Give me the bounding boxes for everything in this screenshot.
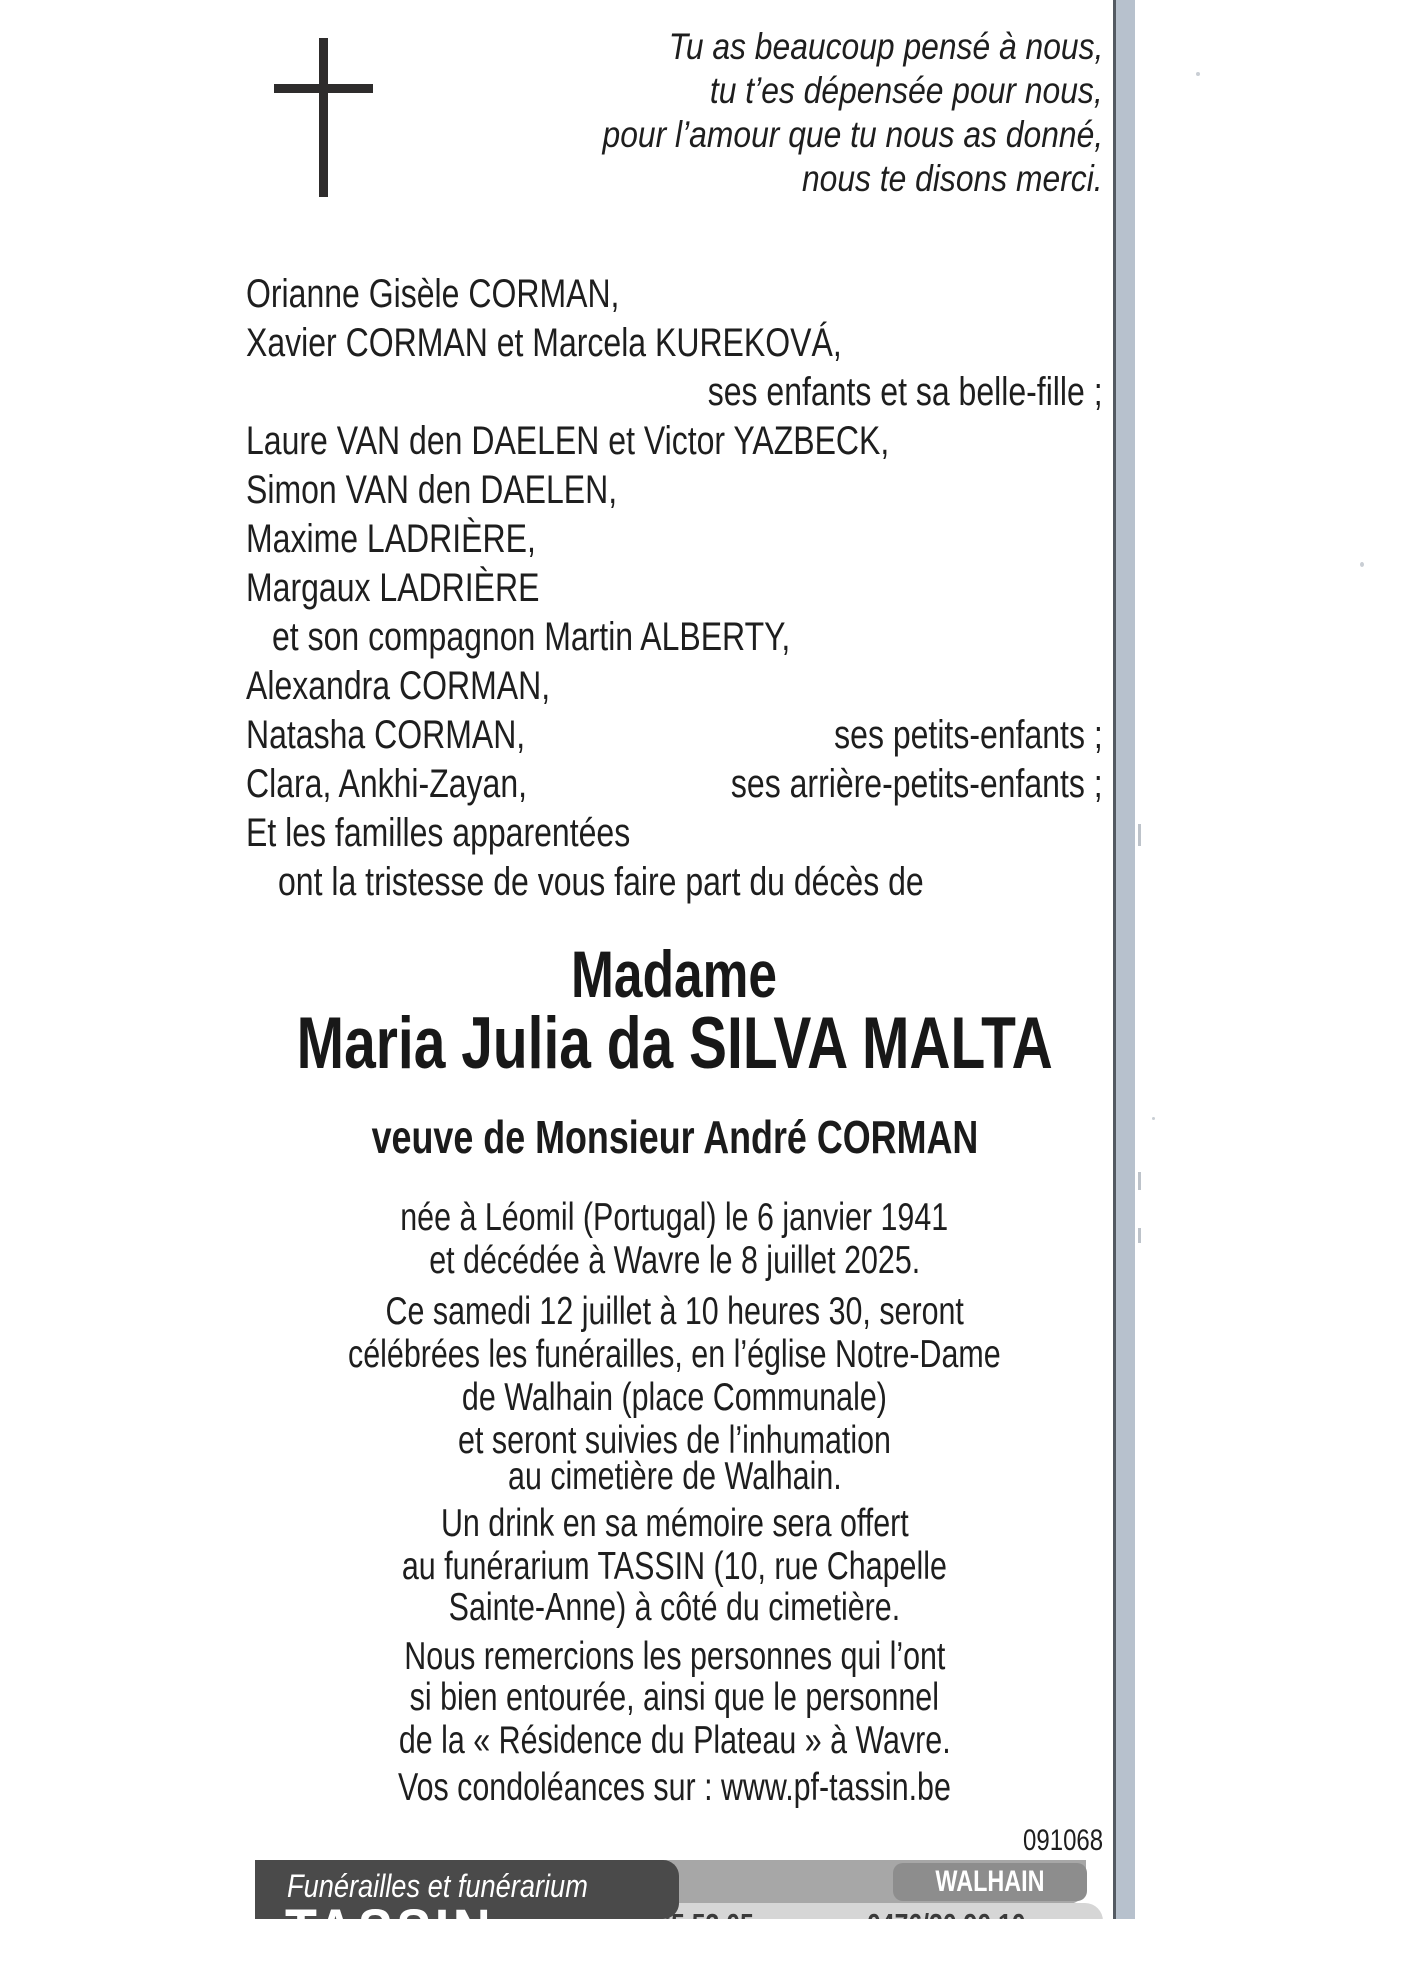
family-line-4: Laure VAN den DAELEN et Victor YAZBECK, — [246, 419, 890, 463]
scan-page-edge — [1113, 0, 1135, 1919]
family-line-11: Clara, Ankhi-Zayan, ses arrière-petits-enfants ; — [246, 762, 1103, 806]
quote-line-1: Tu as beaucoup pensé à nous, — [668, 26, 1103, 67]
scan-artifact-speck — [1196, 72, 1200, 76]
family-line-9: Alexandra CORMAN, — [246, 664, 551, 708]
funeral-home-box — [255, 1860, 679, 1919]
quote-line-2: tu t’es dépensée pour nous, — [710, 70, 1103, 111]
deceased-title: Madame — [571, 937, 778, 1011]
funeral-line-5: au cimetière de Walhain. — [507, 1455, 842, 1498]
scanner-background-bottom — [0, 1919, 1414, 1946]
banner-location-label: WALHAIN — [935, 1865, 1045, 1898]
family-line-5: Simon VAN den DAELEN, — [246, 468, 618, 512]
scan-artifact-speck — [1360, 562, 1364, 567]
funeral-home-tagline: Funérailles et funérarium — [287, 1868, 588, 1904]
announcement-intro: ont la tristesse de vous faire part du décès de — [278, 860, 924, 904]
relation-label-great-grandchildren: ses arrière-petits-enfants ; — [731, 762, 1103, 806]
family-line-10: Natasha CORMAN, ses petits-enfants ; — [246, 713, 1103, 757]
scan-artifact-mark — [1138, 1228, 1141, 1243]
relation-label-grandchildren: ses petits-enfants ; — [834, 713, 1103, 757]
drink-line-1: Un drink en sa mémoire sera offert — [440, 1502, 909, 1545]
family-line-7: Margaux LADRIÈRE — [246, 566, 540, 610]
birth-line-1: née à Léomil (Portugal) le 6 janvier 1941 — [400, 1196, 949, 1239]
funeral-line-3: de Walhain (place Communale) — [462, 1376, 887, 1419]
family-line-12: Et les familles apparentées — [246, 811, 631, 855]
birth-line-2: et décédée à Wavre le 8 juillet 2025. — [429, 1239, 920, 1282]
condolences-line: Vos condoléances sur : www.pf-tassin.be — [398, 1766, 951, 1809]
relation-label-children: ses enfants et sa belle-fille ; — [708, 370, 1103, 414]
family-line-1: Orianne Gisèle CORMAN, — [246, 272, 620, 316]
deceased-name: Maria Julia da SILVA MALTA — [296, 1003, 1053, 1084]
thanks-line-1: Nous remercions les personnes qui l’ont — [403, 1635, 946, 1678]
thanks-line-3: de la « Résidence du Plateau » à Wavre. — [398, 1719, 951, 1762]
funeral-line-4: et seront suivies de l’inhumation — [458, 1419, 891, 1462]
scan-artifact-mark — [1138, 824, 1141, 846]
drink-line-2: au funérarium TASSIN (10, rue Chapelle — [401, 1545, 948, 1588]
banner-location-badge — [893, 1863, 1087, 1901]
deceased-widow-of: veuve de Monsieur André CORMAN — [371, 1111, 978, 1163]
scan-artifact-speck — [1152, 1117, 1155, 1120]
drink-line-3: Sainte-Anne) à côté du cimetière. — [448, 1586, 901, 1629]
funeral-line-1: Ce samedi 12 juillet à 10 heures 30, seront — [385, 1290, 964, 1333]
family-line-2: Xavier CORMAN et Marcela KUREKOVÁ, — [246, 321, 842, 365]
scan-artifact-mark — [1138, 1172, 1141, 1190]
thanks-line-2: si bien entourée, ainsi que le personnel — [409, 1676, 940, 1719]
family-line-6: Maxime LADRIÈRE, — [246, 517, 536, 561]
quote-line-4: nous te disons merci. — [802, 158, 1103, 199]
reference-number: 091068 — [1022, 1824, 1103, 1857]
quote-line-3: pour l’amour que tu nous as donné, — [602, 114, 1103, 155]
family-line-8: et son compagnon Martin ALBERTY, — [272, 615, 791, 659]
funeral-line-2: célébrées les funérailles, en l’église Notre-Dame — [348, 1333, 1001, 1376]
